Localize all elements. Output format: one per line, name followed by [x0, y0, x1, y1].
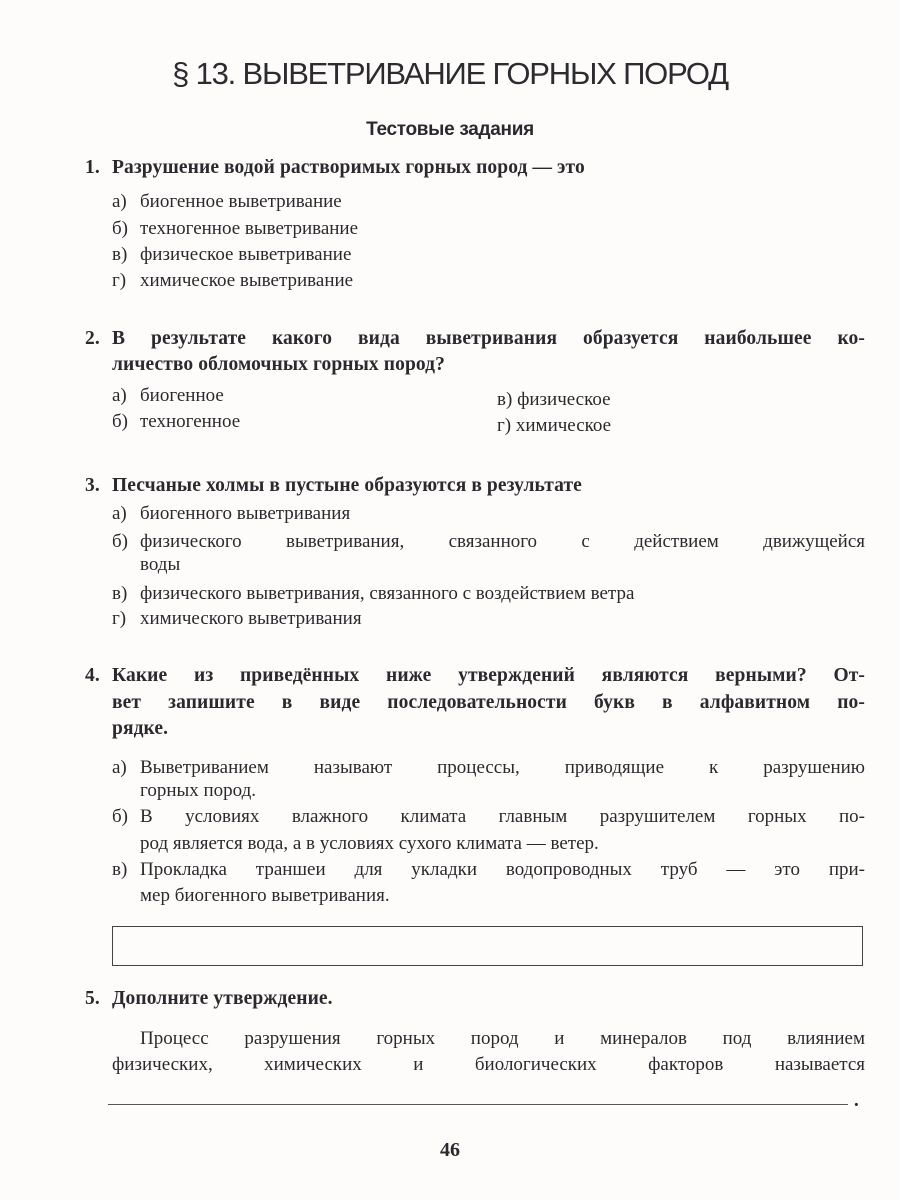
option-letter: а)	[112, 191, 127, 212]
option-text: Выветриванием называют процессы, приводящие к разрушению	[140, 757, 865, 778]
question-text: рядке.	[112, 718, 169, 739]
option-letter: б)	[112, 218, 128, 239]
option-text: химическое	[515, 415, 612, 436]
option-letter: а)	[112, 385, 127, 406]
question-text: Разрушение водой растворимых горных пород — это	[112, 157, 585, 178]
option-text: химического выветривания	[140, 608, 362, 629]
option-letter: б)	[112, 411, 128, 432]
question-text: личество обломочных горных пород?	[112, 354, 445, 375]
option-letter: в)	[497, 389, 513, 410]
option-text: физическое	[517, 389, 611, 410]
question-number: 1.	[85, 157, 100, 178]
page-title: § 13. ВЫВЕТРИВАНИЕ ГОРНЫХ ПОРОД	[172, 56, 728, 91]
paragraph-line: Процесс разрушения горных пород и минералов под влиянием	[140, 1028, 865, 1049]
answer-fill-line[interactable]	[108, 1104, 848, 1105]
option-text: физического выветривания, связанного с воздействием ветра	[140, 583, 635, 604]
question-text: В результате какого вида выветривания образуется наибольшее ко-	[112, 328, 865, 349]
option-text: техногенное выветривание	[140, 218, 359, 239]
answer-box[interactable]	[112, 926, 863, 966]
option-letter: а)	[112, 503, 127, 524]
option-v	[497, 389, 611, 411]
option-text: горных пород.	[140, 780, 257, 801]
option-text: мер биогенного выветривания.	[140, 885, 390, 906]
question-number: 4.	[85, 665, 100, 686]
option-letter: а)	[112, 757, 127, 778]
option-text: физическое выветривание	[140, 244, 352, 265]
question-text: вет запишите в виде последовательности букв в алфавитном по-	[112, 692, 865, 713]
option-text: техногенное	[140, 411, 241, 432]
option-letter: б)	[112, 806, 128, 827]
option-letter: в)	[112, 244, 128, 265]
option-text: Прокладка траншеи для укладки водопроводных труб — это при-	[140, 859, 865, 880]
option-text: химическое выветривание	[140, 270, 354, 291]
page-number: 46	[440, 1139, 460, 1161]
option-g	[497, 415, 611, 437]
question-number: 2.	[85, 328, 100, 349]
option-text: воды	[140, 554, 181, 575]
option-text: физического выветривания, связанного с действием движущейся	[140, 531, 865, 552]
option-letter: в)	[112, 583, 128, 604]
end-period: .	[854, 1090, 859, 1111]
question-text: Какие из приведённых ниже утверждений являются верными? От-	[112, 665, 865, 686]
option-text: биогенного выветривания	[140, 503, 351, 524]
question-number: 3.	[85, 475, 100, 496]
option-text: биогенное выветривание	[140, 191, 342, 212]
option-letter: в)	[112, 859, 128, 880]
paragraph-line: физических, химических и биологических факторов называется	[112, 1054, 865, 1075]
question-text: Дополните утверждение.	[112, 988, 333, 1009]
section-subtitle: Тестовые задания	[366, 119, 534, 140]
option-letter: г)	[497, 415, 512, 436]
option-text: биогенное	[140, 385, 224, 406]
question-number: 5.	[85, 988, 100, 1009]
option-letter: г)	[112, 608, 127, 629]
option-letter: б)	[112, 531, 128, 552]
question-text: Песчаные холмы в пустыне образуются в результате	[112, 475, 582, 496]
option-letter: г)	[112, 270, 127, 291]
option-text: род является вода, а в условиях сухого климата — ветер.	[140, 833, 599, 854]
option-text: В условиях влажного климата главным разрушителем горных по-	[140, 806, 865, 827]
